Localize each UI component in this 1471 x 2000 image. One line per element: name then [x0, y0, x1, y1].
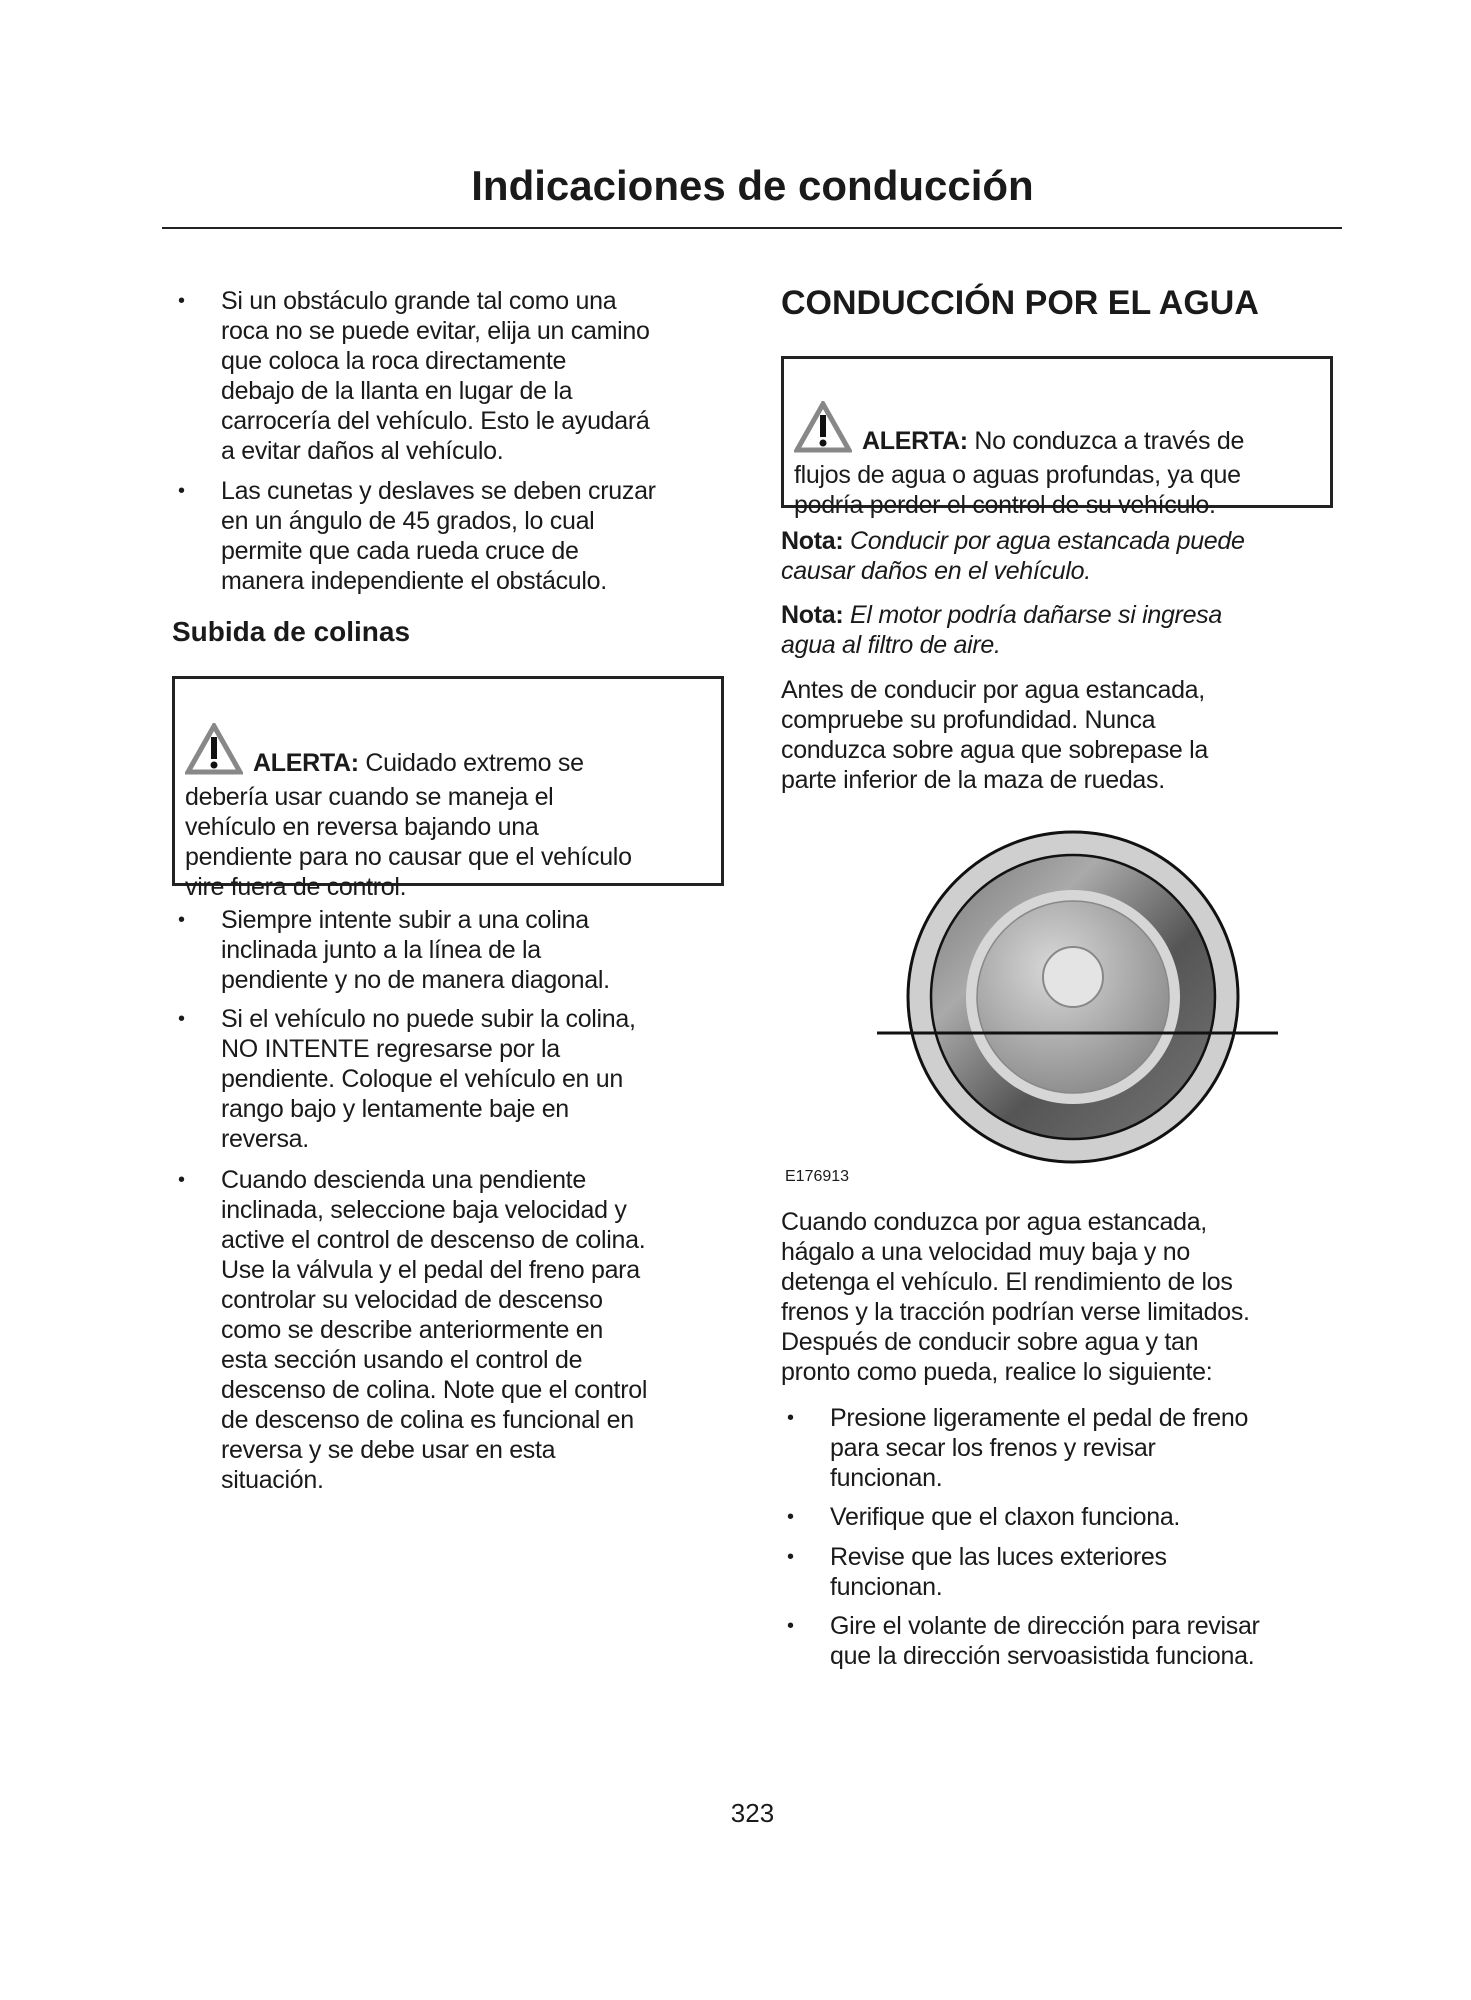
warning-icon — [185, 723, 243, 782]
page-title: Indicaciones de conducción — [471, 162, 1034, 209]
alert-label: ALERTA: — [862, 427, 968, 455]
note: Nota: Conducir por agua estancada puede causar daños en el vehículo. — [781, 527, 1245, 585]
list-item: • Siempre intente subir a una colina inclinada junto a la línea de la pendiente y no de manera diagonal. — [178, 906, 610, 994]
paragraph: Antes de conducir por agua estancada, compruebe su profundidad. Nunca conduzca sobre agua que sobrepase la parte inferior de la maza de ruedas. — [781, 676, 1209, 794]
list-item: • Si un obstáculo grande tal como una roca no se puede evitar, elija un camino que coloca la roca directamente debajo de la llanta en lugar de la carrocería del vehículo. Esto le ayudará a evitar daños al vehículo. — [178, 287, 650, 465]
warning-icon — [794, 401, 852, 460]
list-item: • Las cunetas y deslaves se deben cruzar en un ángulo de 45 grados, lo cual permite que cada rueda cruce de manera independiente el obstáculo. — [178, 477, 656, 595]
list-item: • Si el vehículo no puede subir la colina, NO INTENTE regresarse por la pendiente. Coloque el vehículo en un rango bajo y lentamente baje en reversa. — [178, 1005, 636, 1153]
note: Nota: El motor podría dañarse si ingresa agua al filtro de aire. — [781, 601, 1222, 659]
header-rule — [162, 227, 1342, 229]
alert-box: ALERTA: No conduzca a través de flujos de agua o aguas profundas, ya que podría perder el control de su vehículo. — [781, 356, 1333, 508]
list-item: • Gire el volante de dirección para revisar que la dirección servoasistida funciona. — [787, 1612, 1260, 1670]
alert-label: ALERTA: — [253, 749, 359, 777]
list-item: • Presione ligeramente el pedal de freno para secar los frenos y revisar funcionan. — [787, 1404, 1249, 1492]
list-item: • Verifique que el claxon funciona. — [787, 1503, 1181, 1531]
wheel-water-depth-illustration — [870, 825, 1290, 1170]
section-subheading: Subida de colinas — [172, 616, 411, 647]
section-heading: CONDUCCIÓN POR EL AGUA — [781, 284, 1259, 322]
alert-box: ALERTA: Cuidado extremo se debería usar cuando se maneja el vehículo en reversa bajando una pendiente para no causar que el vehículo vire fuera de control. — [172, 676, 724, 886]
list-item: • Cuando descienda una pendiente inclinada, seleccione baja velocidad y active el control de descenso de colina. Use la válvula y el pedal del freno para controlar su velocidad de descenso como se describe anteriormente en esta sección usando el control de descenso de colina. Note que el control de descenso de colina es funcional en reversa y se debe usar en esta situación. — [178, 1166, 648, 1494]
figure-code: E176913 — [785, 1168, 850, 1185]
paragraph: Cuando conduzca por agua estancada, hágalo a una velocidad muy baja y no detenga el vehículo. El rendimiento de los frenos y la tracción podrían verse limitados. Después de conducir sobre agua y tan pronto como pueda, realice lo siguiente: — [781, 1208, 1250, 1386]
list-item: • Revise que las luces exteriores funcionan. — [787, 1543, 1167, 1601]
page-number: 323 — [730, 1798, 775, 1828]
